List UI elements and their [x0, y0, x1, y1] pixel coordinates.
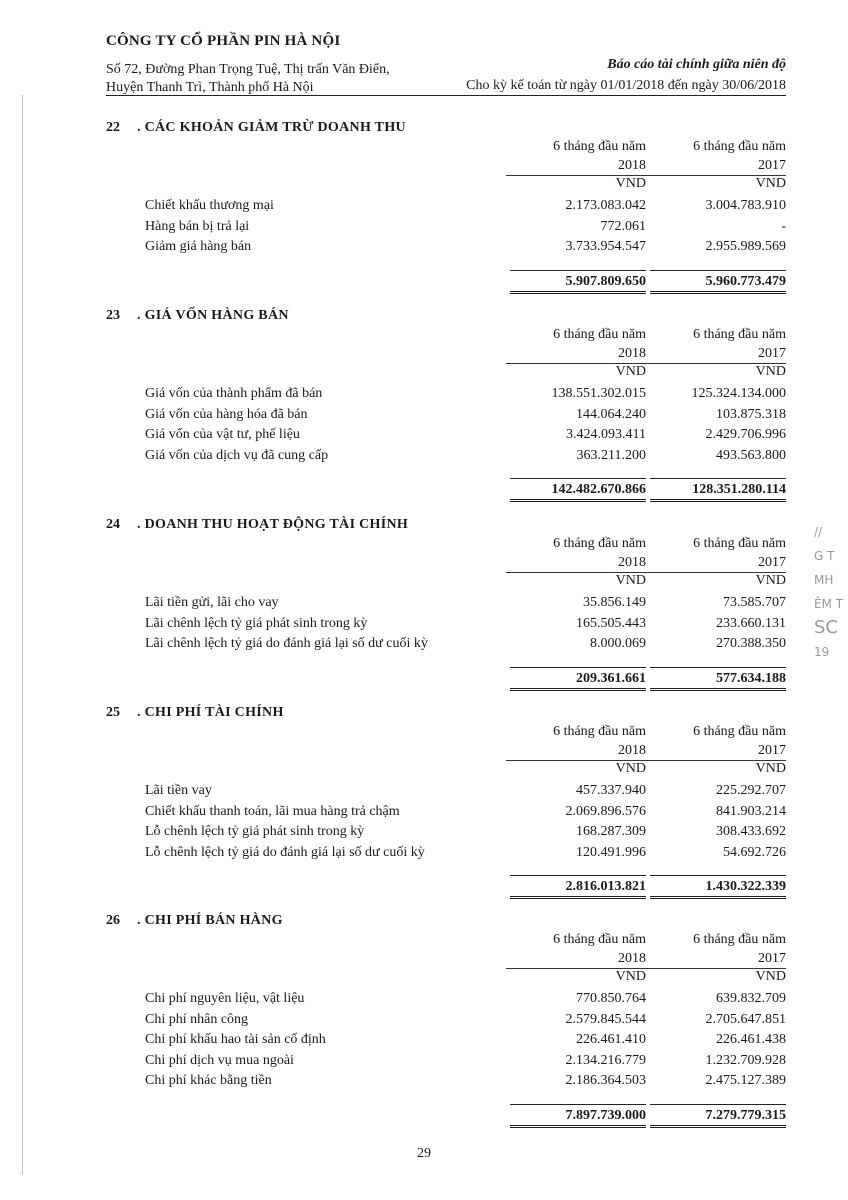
col-2018-heading: 6 tháng đầu năm 2018 [506, 930, 646, 969]
section-number: 26 [106, 913, 120, 928]
col-2018-heading: 6 tháng đầu năm 2018 [506, 722, 646, 761]
col-2017-heading: 6 tháng đầu năm 2017 [646, 722, 786, 761]
total-2018: 5.907.809.650 [510, 270, 646, 294]
col-2017-heading: 6 tháng đầu năm 2017 [646, 534, 786, 573]
table-row [0, 219, 848, 239]
address-line-2: Huyện Thanh Trì, Thành phố Hà Nội [106, 80, 314, 95]
table-row [0, 427, 848, 447]
row-label: Giá vốn của hàng hóa đã bán [145, 406, 308, 422]
total-2017: 577.634.188 [650, 667, 786, 691]
col-2018-heading: 6 tháng đầu năm 2018 [506, 534, 646, 573]
value-2018: 772.061 [600, 218, 646, 234]
row-label: Chiết khấu thương mại [145, 198, 274, 213]
section-number: 24 [106, 517, 120, 532]
value-2018: 2.134.216.779 [565, 1052, 646, 1068]
col-2017-heading: 6 tháng đầu năm 2017 [646, 137, 786, 176]
unit-2017: VND [755, 969, 786, 984]
value-2017: 2.955.989.569 [705, 239, 786, 254]
row-label: Giảm giá hàng bán [145, 239, 252, 254]
total-2018: 2.816.013.821 [510, 875, 646, 899]
row-label: Giá vốn của thành phẩm đã bán [145, 386, 323, 401]
section-number: 23 [106, 308, 120, 323]
row-label: Chi phí khấu hao tài sản cố định [145, 1032, 326, 1047]
table-row [0, 845, 848, 865]
total-2018: 142.482.670.866 [510, 478, 646, 502]
table-row [0, 595, 848, 615]
row-label: Lãi tiền gửi, lãi cho vay [145, 595, 279, 610]
unit-2017: VND [755, 573, 786, 588]
table-row [0, 239, 848, 259]
value-2017: 308.433.692 [716, 824, 786, 839]
value-2018: 120.491.996 [576, 844, 646, 860]
value-2018: 2.069.896.576 [565, 803, 646, 819]
value-2017: 226.461.438 [716, 1032, 786, 1047]
row-label: Giá vốn của dịch vụ đã cung cấp [145, 447, 329, 463]
unit-2018: VND [615, 364, 646, 379]
table-row [0, 386, 848, 406]
row-label: Lãi chênh lệch tỷ giá phát sinh trong kỳ [145, 615, 368, 631]
row-label: Chi phí khác bằng tiền [145, 1073, 272, 1088]
total-2017: 1.430.322.339 [650, 875, 786, 899]
value-2017: 3.004.783.910 [705, 198, 786, 213]
table-row [0, 1012, 848, 1032]
value-2018: 457.337.940 [576, 783, 646, 798]
value-2018: 138.551.302.015 [551, 386, 646, 401]
row-label: Lãi chênh lệch tỷ giá do đánh giá lại số dư cuối kỳ [145, 636, 428, 651]
row-label: Lãi tiền vay [145, 783, 212, 798]
row-label: Giá vốn của vật tư, phế liệu [145, 427, 300, 442]
unit-2018: VND [615, 969, 646, 984]
table-row [0, 1053, 848, 1073]
row-label: Lỗ chênh lệch tỷ giá phát sinh trong kỳ [145, 824, 365, 839]
value-2017: 73.585.707 [723, 595, 786, 610]
value-2018: 165.505.443 [576, 615, 646, 631]
row-label: Hàng bán bị trả lại [145, 218, 250, 234]
value-2017: 1.232.709.928 [705, 1052, 786, 1068]
partial-stamp: // G T MH ÊM T SC 19 [814, 525, 844, 659]
section-title: . DOANH THU HOẠT ĐỘNG TÀI CHÍNH [137, 517, 409, 532]
section-number: 25 [106, 705, 120, 720]
total-2018: 7.897.739.000 [510, 1104, 646, 1128]
table-row [0, 783, 848, 803]
col-2018-heading: 6 tháng đầu năm 2018 [506, 325, 646, 364]
value-2018: 8.000.069 [590, 636, 646, 651]
unit-2018: VND [615, 573, 646, 588]
row-label: Chi phí nguyên liệu, vật liệu [145, 991, 305, 1006]
unit-2018: VND [615, 176, 646, 191]
total-2017: 7.279.779.315 [650, 1104, 786, 1128]
value-2017: 841.903.214 [716, 803, 786, 819]
value-2017: 2.475.127.389 [705, 1073, 786, 1088]
table-row [0, 1073, 848, 1093]
value-2017: 493.563.800 [716, 447, 786, 463]
value-2018: 2.579.845.544 [565, 1011, 646, 1027]
table-row [0, 991, 848, 1011]
table-row [0, 636, 848, 656]
value-2018: 770.850.764 [576, 991, 646, 1006]
value-2017: - [781, 218, 786, 234]
value-2017: 639.832.709 [716, 991, 786, 1006]
value-2018: 3.733.954.547 [565, 239, 646, 254]
section-title: . CHI PHÍ BÁN HÀNG [137, 913, 283, 928]
address-line-1: Số 72, Đường Phan Trọng Tuệ, Thị trấn Văn Điển, [106, 62, 390, 77]
value-2017: 103.875.318 [716, 406, 786, 422]
value-2018: 226.461.410 [576, 1032, 646, 1047]
table-row [0, 824, 848, 844]
value-2018: 2.186.364.503 [565, 1073, 646, 1088]
table-row [0, 1032, 848, 1052]
report-title: Báo cáo tài chính giữa niên độ [607, 57, 786, 72]
unit-2017: VND [755, 761, 786, 776]
value-2018: 168.287.309 [576, 824, 646, 839]
col-2017-heading: 6 tháng đầu năm 2017 [646, 930, 786, 969]
value-2018: 2.173.083.042 [565, 198, 646, 213]
col-2018-heading: 6 tháng đầu năm 2018 [506, 137, 646, 176]
value-2018: 35.856.149 [583, 595, 646, 610]
value-2017: 2.429.706.996 [705, 427, 786, 442]
value-2017: 54.692.726 [723, 844, 786, 860]
section-title: . GIÁ VỐN HÀNG BÁN [137, 308, 289, 323]
section-title: . CÁC KHOẢN GIẢM TRỪ DOANH THU [137, 120, 406, 135]
table-row [0, 804, 848, 824]
unit-2017: VND [755, 364, 786, 379]
value-2017: 270.388.350 [716, 636, 786, 651]
header-rule [106, 95, 786, 96]
row-label: Lỗ chênh lệch tỷ giá do đánh giá lại số dư cuối kỳ [145, 844, 425, 860]
section-number: 22 [106, 120, 120, 135]
value-2018: 363.211.200 [576, 447, 646, 463]
col-2017-heading: 6 tháng đầu năm 2017 [646, 325, 786, 364]
row-label: Chi phí dịch vụ mua ngoài [145, 1052, 294, 1068]
total-2017: 128.351.280.114 [650, 478, 786, 502]
unit-2018: VND [615, 761, 646, 776]
section-title: . CHI PHÍ TÀI CHÍNH [137, 705, 284, 720]
company-name: CÔNG TY CỔ PHẦN PIN HÀ NỘI [106, 33, 341, 49]
table-row [0, 407, 848, 427]
report-period: Cho kỳ kế toán từ ngày 01/01/2018 đến ngày 30/06/2018 [466, 78, 786, 93]
page-number: 29 [417, 1146, 431, 1161]
table-row [0, 448, 848, 468]
unit-2017: VND [755, 176, 786, 191]
total-2018: 209.361.661 [510, 667, 646, 691]
value-2017: 225.292.707 [716, 783, 786, 798]
table-row [0, 198, 848, 218]
total-2017: 5.960.773.479 [650, 270, 786, 294]
value-2017: 125.324.134.000 [691, 386, 786, 401]
table-row [0, 616, 848, 636]
value-2018: 3.424.093.411 [566, 427, 646, 442]
row-label: Chi phí nhân công [145, 1011, 249, 1027]
row-label: Chiết khấu thanh toán, lãi mua hàng trả chậm [145, 803, 400, 819]
value-2017: 2.705.647.851 [705, 1011, 786, 1027]
value-2018: 144.064.240 [576, 406, 646, 422]
value-2017: 233.660.131 [716, 615, 786, 631]
